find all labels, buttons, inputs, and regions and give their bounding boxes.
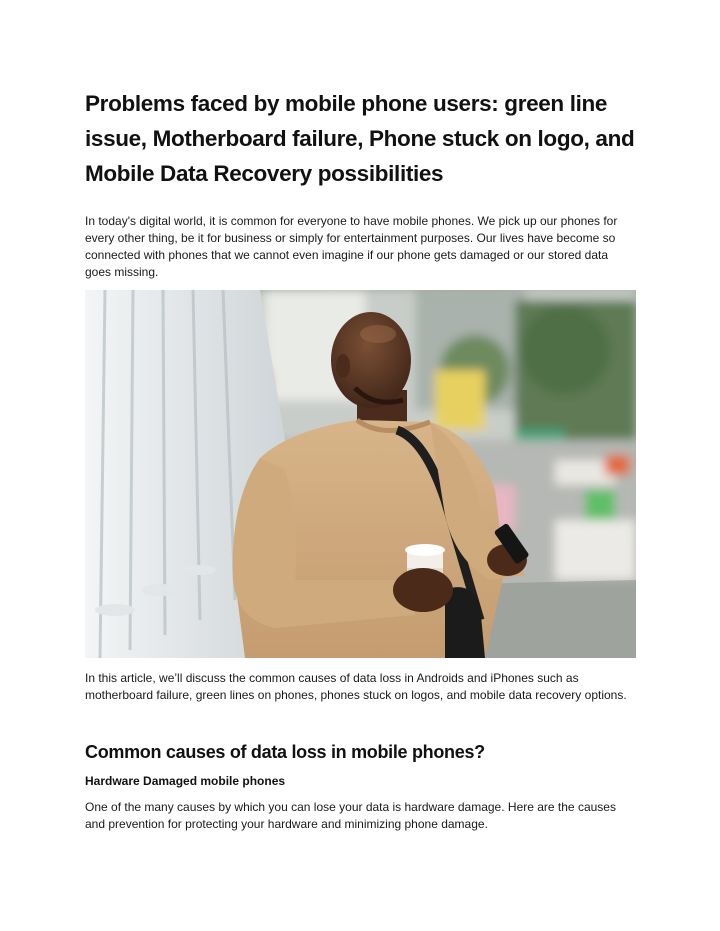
after-photo-block	[85, 670, 637, 704]
section-heading: Common causes of data loss in mobile phones?	[85, 742, 485, 762]
after-photo-paragraph: In this article, we’ll discuss the common causes of data loss in Androids and iPhones such as motherboard failure, green lines on phones, phones stuck on logos, and mobile data recovery options.	[85, 671, 627, 702]
section-heading-block	[85, 740, 637, 764]
intro-block	[85, 213, 637, 281]
section-body-paragraph: One of the many causes by which you can lose your data is hardware damage. Here are the causes and prevention for protecting your hardware and minimizing phone damage.	[85, 800, 616, 831]
intro-paragraph: In today's digital world, it is common for everyone to have mobile phones. We pick up our phones for every other thing, be it for business or simply for entertainment purposes. Our lives have become so connected with phones that we cannot even imagine if our phone gets damaged or our stored data goes missing.	[85, 214, 618, 279]
man-with-smartphone-photo	[85, 290, 636, 658]
title-block	[85, 86, 637, 191]
article-title: Problems faced by mobile phone users: green line issue, Motherboard failure, Phone stuck on logo, and Mobile Data Recovery possibilities	[85, 91, 635, 186]
subheading-block	[85, 773, 637, 789]
section-body-block	[85, 799, 637, 833]
subheading: Hardware Damaged mobile phones	[85, 774, 286, 788]
